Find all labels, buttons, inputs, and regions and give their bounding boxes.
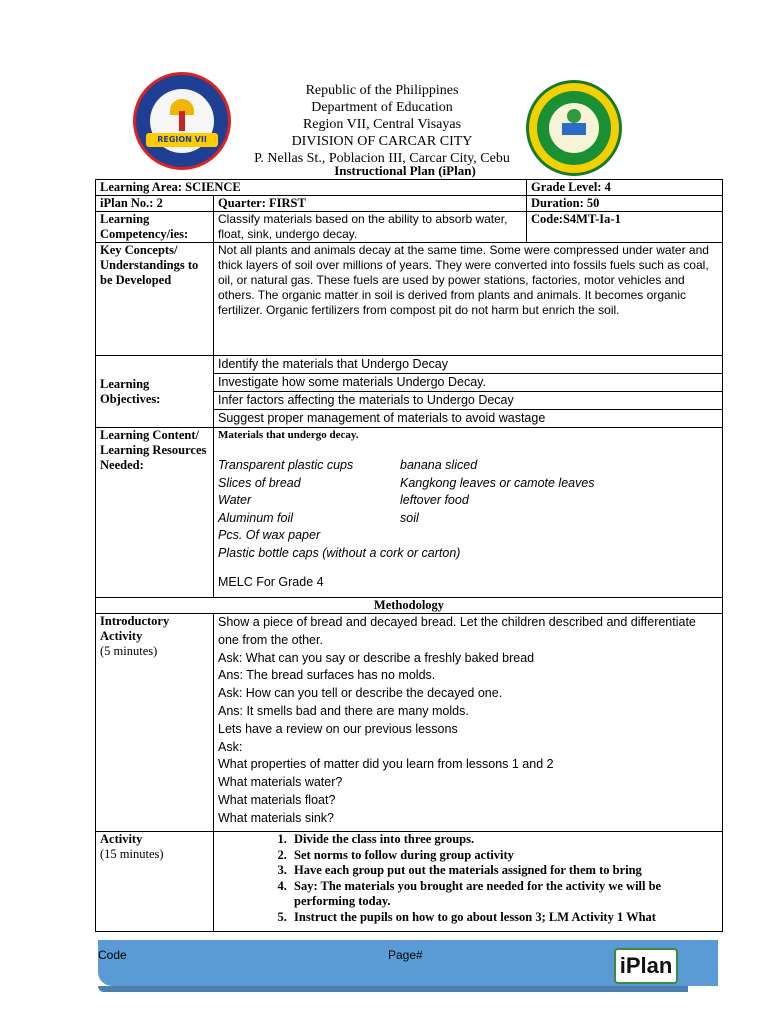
letterhead-line: DIVISION OF CARCAR CITY [291, 134, 473, 149]
intro-line: Ask: How can you tell or describe the decayed one. [218, 686, 503, 701]
intro-line: Show a piece of bread and decayed bread. Let the children described and differentiate one from the other. [218, 615, 696, 647]
iplan-table [95, 179, 723, 932]
learning-area: Learning Area: SCIENCE [96, 180, 527, 196]
material-row: Aluminum foil soil [218, 510, 419, 525]
material-row: Water leftover food [218, 493, 469, 507]
objective-item: Suggest proper management of materials to avoid wastage [214, 410, 723, 428]
intro-line: What materials sink? [218, 810, 335, 825]
letterhead-address [232, 82, 532, 167]
iplan-number: iPlan No.: 2 [96, 196, 214, 212]
material-item: Plastic bottle caps (without a cork or carton) [218, 545, 461, 560]
letterhead-line: Department of Education [311, 100, 453, 115]
intro-label: Introductory Activity [100, 614, 170, 643]
intro-line: Ans: The bread surfaces has no molds. [218, 668, 436, 683]
key-concepts-label: Key Concepts/ Understandings to be Developed [96, 243, 214, 356]
footer-code: Code [98, 948, 127, 962]
objective-item: Infer factors affecting the materials to Undergo Decay [214, 392, 723, 410]
intro-line: What materials float? [218, 792, 336, 807]
competency-text: Classify materials based on the ability to absorb water, float, sink, undergo decay. [214, 212, 527, 243]
duration: Duration: 50 [527, 196, 723, 212]
methodology-heading: Methodology [96, 598, 723, 614]
iplan-logo: iPlan [614, 948, 678, 984]
material-item: Pcs. Of wax paper [218, 528, 321, 542]
activity-step: 5. Instruct the pupils on how to go about lesson 3; LM Activity 1 What [290, 910, 718, 926]
intro-line: Ans: It smells bad and there are many molds. [218, 703, 469, 718]
key-concepts-text: Not all plants and animals decay at the same time. Some were compressed under water and thick layers of soil over millions of years. They were converted into fossils fuels such as coal, oil, or natural gas. These fuels are used by power stations, factories, motor vehicles and others. The organic matter in soil is derived from plants and animals. It becomes organic fertilizer. Organic fertilizers from compost pit do not harm but enrich the soil. [214, 243, 723, 356]
carcar-division-seal-icon [526, 80, 622, 176]
intro-line: What materials water? [218, 775, 343, 790]
seal-region-label: REGION VII [146, 133, 218, 147]
quarter: Quarter: FIRST [214, 196, 527, 212]
activity-step: 4. Say: The materials you brought are needed for the activity we will be performing today. [290, 879, 718, 910]
content-cell [214, 428, 723, 598]
intro-label-cell [96, 614, 214, 832]
content-label: Learning Content/ Learning Resources Needed: [96, 428, 214, 598]
intro-line: Ask: [218, 739, 243, 754]
intro-line: Ask: What can you say or describe a freshly baked bread [218, 650, 535, 665]
letterhead-line: Republic of the Philippines [305, 83, 459, 98]
footer-page-number: Page# [388, 948, 423, 962]
intro-line: Lets have a review on our previous lessons [218, 721, 458, 736]
material-row: Slices of bread Kangkong leaves or camote leaves [218, 475, 595, 490]
objectives-label: Learning Objectives: [96, 356, 214, 428]
intro-content [214, 614, 723, 832]
content-heading: Materials that undergo decay. [218, 429, 359, 441]
activity-label-cell [96, 832, 214, 932]
grade-level: Grade Level: 4 [527, 180, 723, 196]
melc-reference: MELC For Grade 4 [218, 575, 324, 589]
objective-item: Investigate how some materials Undergo Decay. [214, 374, 723, 392]
activity-step: 3. Have each group put out the materials assigned for them to bring [290, 863, 718, 879]
competency-label: Learning Competency/ies: [96, 212, 214, 243]
material-row: Transparent plastic cups banana sliced [218, 458, 478, 472]
objective-item: Identify the materials that Undergo Decay [214, 356, 723, 374]
document-title: Instructional Plan (iPlan) [334, 163, 476, 178]
competency-code: Code:S4MT-Ia-1 [527, 212, 723, 243]
activity-time: (15 minutes) [100, 847, 164, 861]
activity-step: 1. Divide the class into three groups. [290, 832, 718, 848]
letterhead-line: P. Nellas St., Poblacion III, Carcar City, Cebu [254, 151, 510, 166]
letterhead-line: Region VII, Central Visayas [302, 117, 462, 132]
deped-seal-icon [133, 72, 231, 170]
activity-step: 2. Set norms to follow during group activity [290, 848, 718, 864]
page-footer [98, 940, 718, 990]
intro-line: What properties of matter did you learn from lessons 1 and 2 [218, 757, 554, 772]
activity-content [214, 832, 723, 932]
letterhead [0, 40, 768, 166]
activity-label: Activity [100, 832, 143, 846]
intro-time: (5 minutes) [100, 644, 158, 658]
